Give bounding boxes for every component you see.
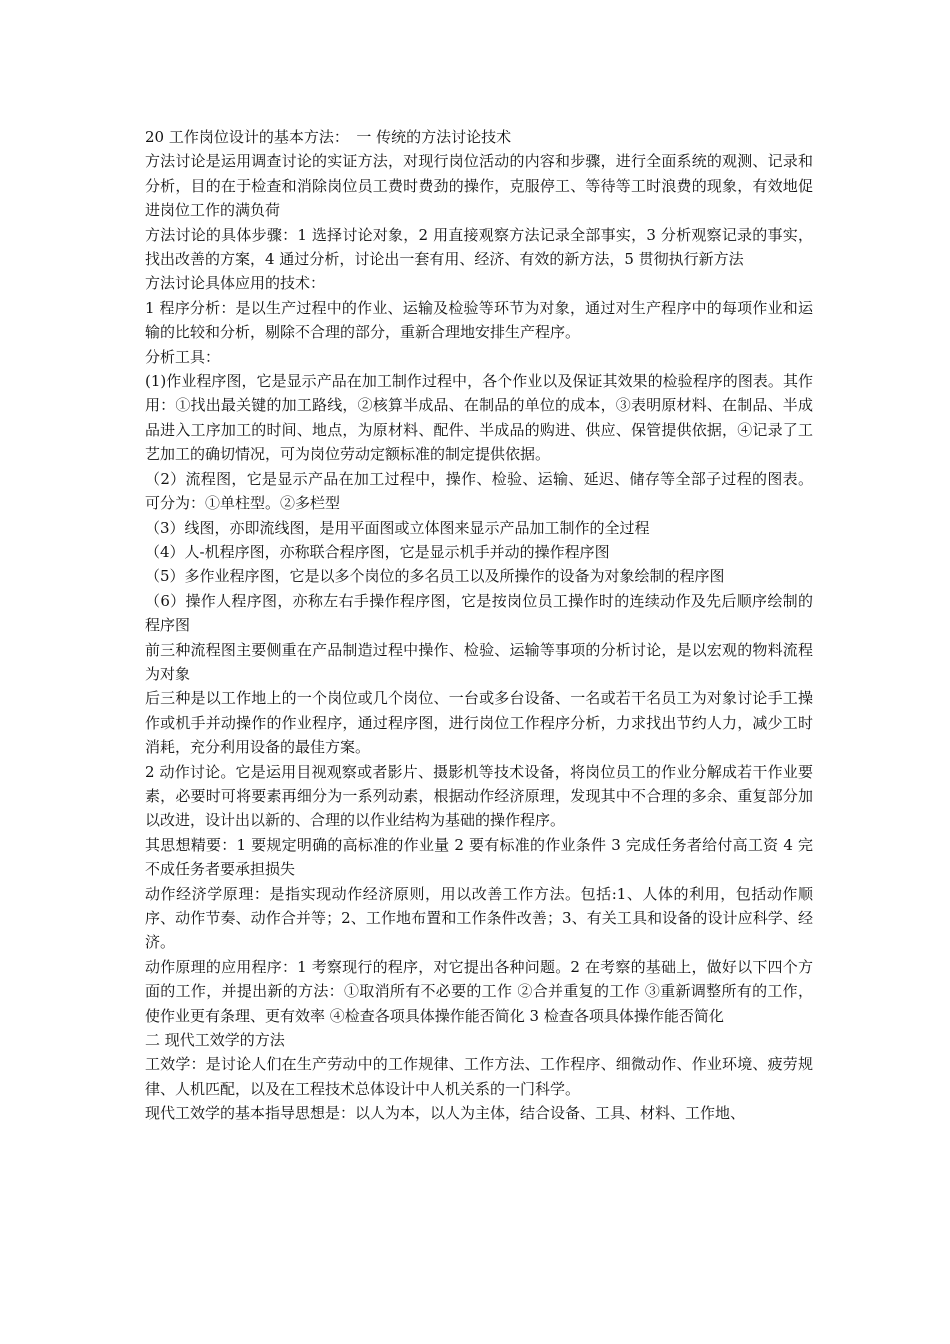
paragraph-analysis-tools: 分析工具： [145, 347, 221, 366]
document-body [145, 125, 813, 1126]
paragraph-method-study-steps: 方法讨论的具体步骤：1 选择讨论对象，2 用直接观察方法记录全部事实，3 分析观察记录的事实，找出改善的方案，4 通过分析，讨论出一套有用、经济、有效的新方法，5 贯彻执行新方法 [145, 225, 813, 269]
section-heading-ergonomics: 二 现代工效学的方法 [145, 1031, 285, 1050]
paragraph-key-ideas: 其思想精要：1 要规定明确的高标准的作业量 2 要有标准的作业条件 3 完成任务者给付高工资 4 完不成任务者要承担损失 [145, 835, 813, 879]
section-heading-methods: 20 工作岗位设计的基本方法： 一 传统的方法讨论技术 [145, 128, 512, 146]
paragraph-last-three-charts: 后三种是以工作地上的一个岗位或几个岗位、一台或多台设备、一名或若干名员工为对象讨论手工操作或机手并动操作的作业程序，通过程序图，进行岗位工作程序分析，力求找出节约人力，减少工时消耗，充分利用设备的最佳方案。 [145, 689, 813, 757]
paragraph-ergonomics-principle: 现代工效学的基本指导思想是：以人为本，以人为主体，结合设备、工具、材料、工作地、 [145, 1104, 746, 1123]
paragraph-flow-diagram: （3）线图，亦即流线图，是用平面图或立体图来显示产品加工制作的全过程 [145, 518, 650, 537]
paragraph-motion-study: 2 动作讨论。它是运用目视观察或者影片、摄影机等技术设备，将岗位员工的作业分解成若干作业要素，必要时可将要素再细分为一系列动素，根据动作经济原理，发现其中不合理的多余、重复部分加以改进，设计出以新的、合理的以作业结构为基础的操作程序。 [145, 762, 813, 830]
paragraph-multi-activity-chart: （5）多作业程序图，它是以多个岗位的多名员工以及所操作的设备为对象绘制的程序图 [145, 567, 725, 586]
paragraph-man-machine-chart: （4）人-机程序图，亦称联合程序图，它是显示机手并动的操作程序图 [145, 542, 610, 561]
paragraph-flow-chart: （2）流程图，它是显示产品在加工过程中，操作、检验、运输、延迟、储存等全部子过程的图表。可分为：①单柱型。②多栏型 [145, 469, 813, 513]
paragraph-motion-economy: 动作经济学原理：是指实现动作经济原则，用以改善工作方法。包括:1、人体的利用，包括动作顺序、动作节奏、动作合并等；2、工作地布置和工作条件改善；3、有关工具和设备的设计应科学、经济。 [145, 884, 813, 952]
paragraph-ergonomics-definition: 工效学：是讨论人们在生产劳动中的工作规律、工作方法、工作程序、细微动作、作业环境、疲劳规律、人机匹配，以及在工程技术总体设计中人机关系的一门科学。 [145, 1055, 813, 1098]
paragraph-process-analysis: 1 程序分析：是以生产过程中的作业、运输及检验等环节为对象，通过对生产程序中的每项作业和运输的比较和分析，剔除不合理的部分，重新合理地安排生产程序。 [145, 298, 813, 342]
paragraph-operation-process-chart: (1)作业程序图，它是显示产品在加工制作过程中，各个作业以及保证其效果的检验程序的图表。其作用：①找出最关键的加工路线，②核算半成品、在制品的单位的成本，③表明原材料、在制品、半成品进入工序加工的时间、地点，为原材料、配件、半成品的购进、供应、保管提供依据，④记录了工艺加工的确切情况，可为岗位劳动定额标准的制定提供依据。 [145, 372, 813, 464]
paragraph-first-three-charts: 前三种流程图主要侧重在产品制造过程中操作、检验、运输等事项的分析讨论，是以宏观的物料流程为对象 [145, 640, 813, 683]
paragraph-operator-chart: （6）操作人程序图，亦称左右手操作程序图，它是按岗位员工操作时的连续动作及先后顺序绘制的程序图 [145, 591, 813, 635]
paragraph-method-study-definition: 方法讨论是运用调查讨论的实证方法，对现行岗位活动的内容和步骤，进行全面系统的观测、记录和分析，目的在于检查和消除岗位员工费时费劲的操作，克服停工、等待等工时浪费的现象，有效地促进岗位工作的满负荷 [145, 152, 813, 220]
paragraph-application-procedure: 动作原理的应用程序：1 考察现行的程序，对它提出各种问题。2 在考察的基础上，做好以下四个方面的工作，并提出新的方法：①取消所有不必要的工作 ②合并重复的工作 ③重新调整所有的工作，使作业更有条理、更有效率 ④检查各项具体操作能否简化 3 检查各项具体操作能否简化 [145, 957, 813, 1025]
paragraph-applied-techniques: 方法讨论具体应用的技术： [145, 274, 326, 293]
